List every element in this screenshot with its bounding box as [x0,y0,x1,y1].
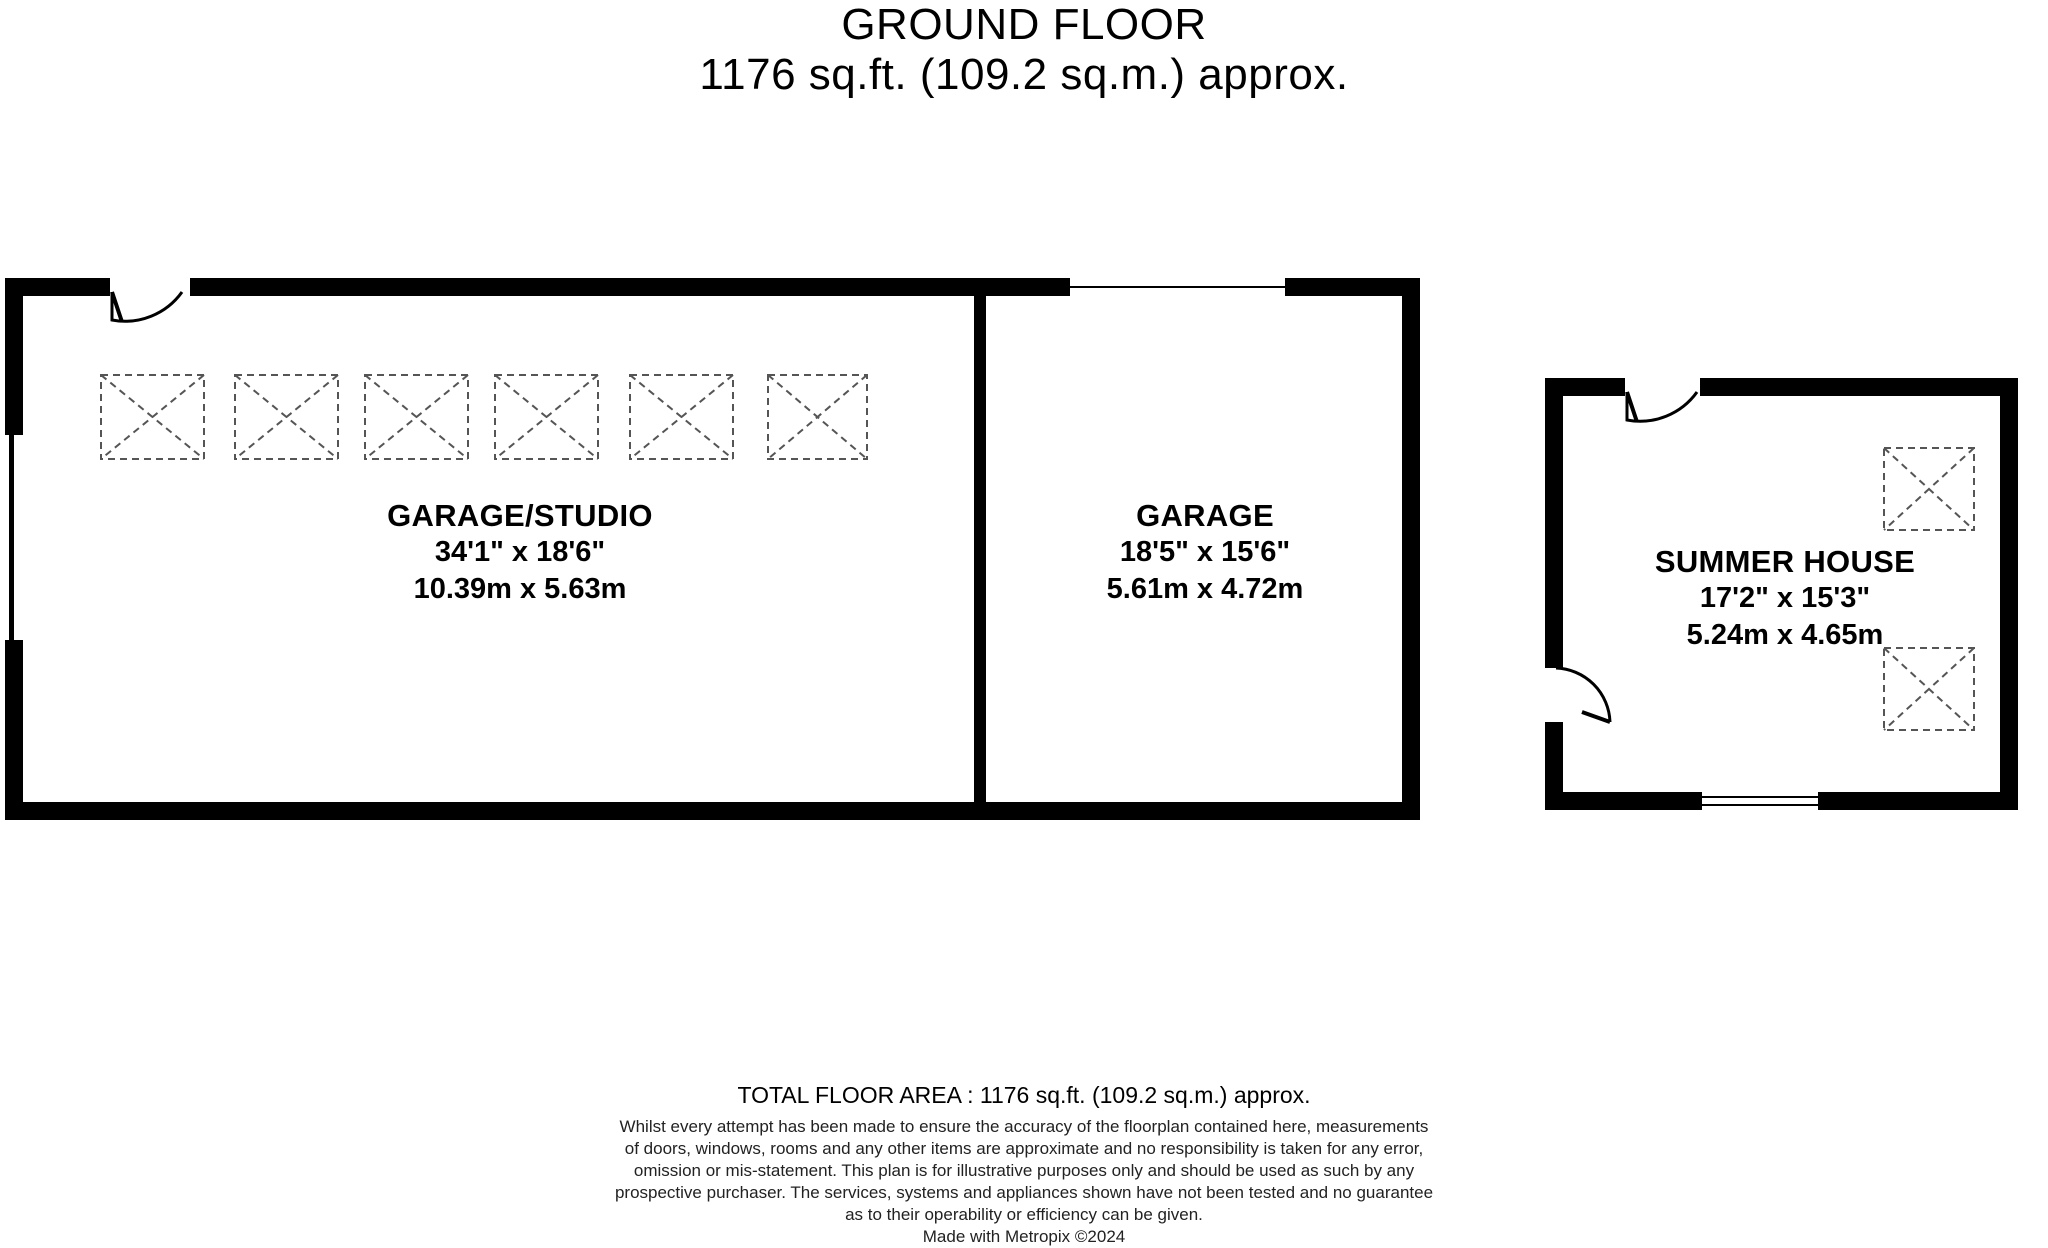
plan-footer [0,1080,2048,1248]
wall-top-summerhouse-right [1700,378,2018,396]
wall-left-summerhouse-lower [1545,722,1563,810]
room-dim-imperial: 17'2" x 15'3" [1699,582,1871,614]
disclaimer-line: omission or mis-statement. This plan is for illustrative purposes only and should be used as such by any [633,1161,1415,1180]
room-dim-metric: 10.39m x 5.63m [413,573,627,605]
disclaimer-line: as to their operability or efficiency can be given. [845,1205,1203,1224]
room-dim-imperial: 34'1" x 18'6" [434,536,606,568]
room-dim-imperial: 18'5" x 15'6" [1119,536,1291,568]
page-subtitle-area: 1176 sq.ft. (109.2 sq.m.) approx. [699,50,1349,99]
disclaimer-line: of doors, windows, rooms and any other items are approximate and no responsibility is taken for any error, [624,1139,1424,1158]
wall-left-lower [5,640,23,820]
room-label-garage-studio [230,497,810,608]
room-name: GARAGE/STUDIO [387,498,653,533]
page-title: GROUND FLOOR [841,0,1207,49]
wall-left-upper [5,278,23,435]
room-name: SUMMER HOUSE [1654,544,1916,579]
room-name: GARAGE [1136,498,1274,533]
made-with-credit: Made with Metropix ©2024 [922,1227,1126,1246]
wall-bottom-summerhouse-right [1818,792,2018,810]
room-label-summer-house [1525,543,2045,654]
wall-bottom-left-building [5,802,1420,820]
room-dim-metric: 5.61m x 4.72m [1106,573,1304,605]
total-floor-area: TOTAL FLOOR AREA : 1176 sq.ft. (109.2 sq.m.) approx. [737,1082,1311,1108]
disclaimer-line: Whilst every attempt has been made to ensure the accuracy of the floorplan contained here, measurements [619,1117,1429,1136]
room-label-garage [900,497,1510,608]
wall-bottom-summerhouse-left [1545,792,1702,810]
wall-top-studio [190,278,1070,296]
disclaimer-line: prospective purchaser. The services, systems and appliances shown have not been tested and no guarantee [614,1183,1434,1202]
room-dim-metric: 5.24m x 4.65m [1686,619,1884,651]
wall-top-garage-right [1285,278,1420,296]
window-left-wall [9,435,14,640]
